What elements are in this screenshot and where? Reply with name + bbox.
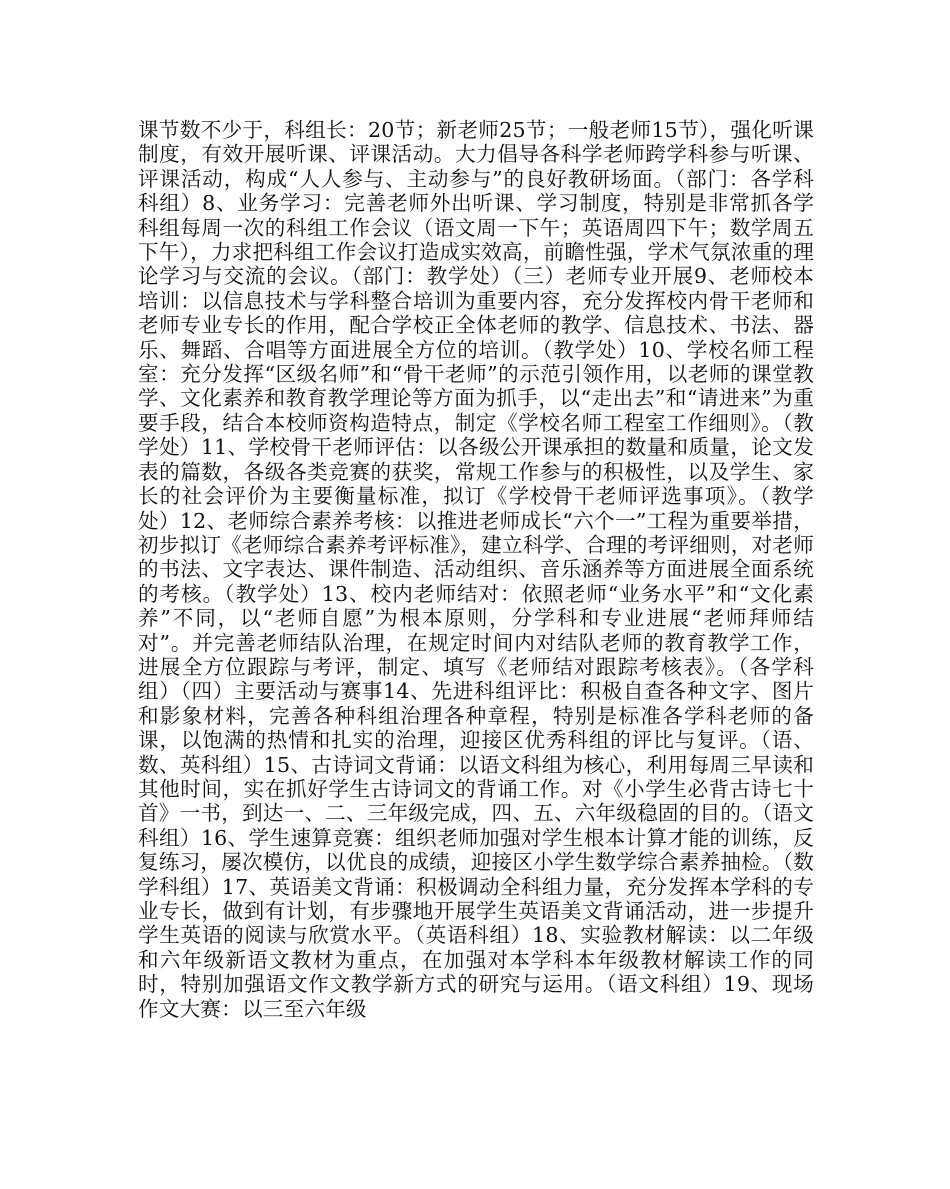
- document-body-text: 课节数不少于，科组长：20节；新老师25节；一般老师15节），强化听课制度，有效开展听课、评课活动。大力倡导各科学老师跨学科参与听课、评课活动，构成“人人参与、主动参与”的良好教研场面。（部门：各学科科组）8、业务学习：完善老师外出听课、学习制度，特别是非常抓各学科组每周一次的科组工作会议（语文周一下午；英语周四下午；数学周五下午），力求把科组工作会议打造成实效高，前瞻性强，学术气氛浓重的理论学习与交流的会议。（部门：教学处）（三）老师专业开展9、老师校本培训：以信息技术与学科整合培训为重要内容，充分发挥校内骨干老师和老师专业专长的作用，配合学校正全体老师的教学、信息技术、书法、器乐、舞蹈、合唱等方面进展全方位的培训。（教学处）10、学校名师工程室：充分发挥“区级名师”和“骨干老师”的示范引领作用，以老师的课堂教学、文化素养和教育教学理论等方面为抓手，以“走出去”和“请进来”为重要手段，结合本校师资构造特点，制定《学校名师工程室工作细则》。（教学处）11、学校骨干老师评估：以各级公开课承担的数量和质量，论文发表的篇数，各级各类竞赛的获奖，常规工作参与的积极性，以及学生、家长的社会评价为主要衡量标准，拟订《学校骨干老师评选事项》。（教学处）12、老师综合素养考核：以推进老师成长“六个一”工程为重要举措，初步拟订《老师综合素养考评标准》，建立科学、合理的考评细则，对老师的书法、文字表达、课件制造、活动组织、音乐涵养等方面进展全面系统的考核。（教学处）13、校内老师结对：依照老师“业务水平”和“文化素养”不同，以“老师自愿”为根本原则，分学科和专业进展“老师拜师结对”。并完善老师结队治理，在规定时间内对结队老师的教育教学工作，进展全方位跟踪与考评，制定、填写《老师结对跟踪考核表》。（各学科组）（四）主要活动与赛事14、先进科组评比：积极自查各种文字、图片和影象材料，完善各种科组治理各种章程，特别是标准各学科老师的备课，以饱满的热情和扎实的治理，迎接区优秀科组的评比与复评。（语、数、英科组）15、古诗词文背诵：以语文科组为核心，利用每周三早读和其他时间，实在抓好学生古诗词文的背诵工作。对《小学生必背古诗七十首》一书，到达一、二、三年级完成，四、五、六年级稳固的目的。（语文科组）16、学生速算竞赛：组织老师加强对学生根本计算才能的训练，反复练习，屡次模仿，以优良的成绩，迎接区小学生数学综合素养抽检。（数学科组）17、英语美文背诵：积极调动全科组力量，充分发挥本学科的专业专长，做到有计划，有步骤地开展学生英语美文背诵活动，进一步提升学生英语的阅读与欣赏水平。（英语科组）18、实验教材解读：以二年级和六年级新语文教材为重点，在加强对本学科本年级教材解读工作的同时，特别加强语文作文教学新方式的研究与运用。（语文科组）19、现场作文大赛：以三至六年级: [138, 118, 814, 1021]
